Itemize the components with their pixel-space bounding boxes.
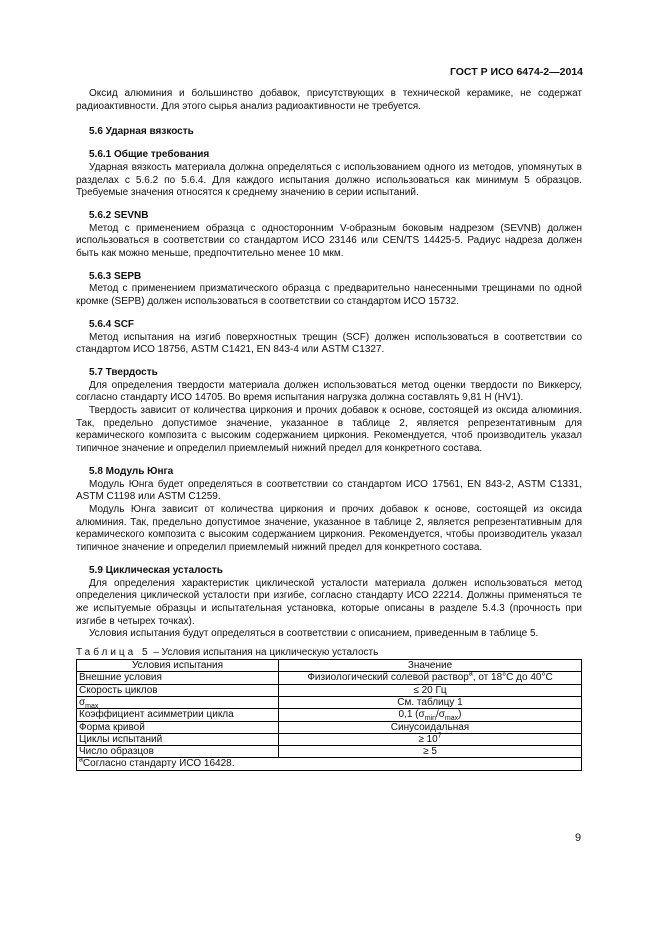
section-5-6-title: 5.6 Ударная вязкость bbox=[89, 126, 194, 138]
table-cell: 0,1 $(\sigma_{min}/\sigma_{max})$ bbox=[279, 709, 582, 721]
table-footnote-row bbox=[77, 758, 582, 770]
table-row bbox=[77, 672, 582, 684]
section-5-6-4-title: 5.6.4 SCF bbox=[89, 318, 135, 330]
table-row bbox=[77, 696, 582, 708]
table-footnote: $^a$Согласно стандарту ИСО 16428. bbox=[77, 758, 582, 770]
table-cell: Физиологический солевой раствор$^a$, от 18°С до 40°С bbox=[279, 672, 582, 684]
table-row bbox=[77, 709, 582, 721]
section-5-8-para-1: Модуль Юнга будет определяться в соответствии со стандартом ИСО 17561, EN 843-2, ASTM C1331, ASTM C1198 или ASTM C1259. bbox=[76, 478, 582, 503]
table-cell: Синусоидальная bbox=[279, 721, 582, 733]
section-5-9-title: 5.9 Циклическая усталость bbox=[89, 564, 223, 576]
table-cell: Скорость циклов bbox=[77, 684, 279, 696]
table-cell: ≤ 20 Гц bbox=[279, 684, 582, 696]
section-5-6-2-title: 5.6.2 SEVNB bbox=[89, 209, 149, 221]
section-5-6-3-title: 5.6.3 SEPB bbox=[89, 270, 142, 282]
section-5-8-para-2: Модуль Юнга зависит от количества циркония и прочих добавок к основе, состоящей из оксида алюминия. Так, предельно допустимое значение, указанное в таблице 2, является репрезентативным для керамического композита с высоким содержанием циркония. Рекомендуется, чтобы производитель указал типичное значение и определил приемлемый нижний предел для конкретного состава. bbox=[76, 503, 582, 554]
table-cell: Коэффициент асимметрии цикла bbox=[77, 709, 279, 721]
page-number: 9 bbox=[575, 832, 582, 844]
section-5-6-1-title: 5.6.1 Общие требования bbox=[89, 149, 210, 161]
table-row bbox=[77, 733, 582, 745]
table-5-caption bbox=[76, 647, 582, 659]
table-cell: $\sigma_{max}$ bbox=[77, 696, 279, 708]
table-5 bbox=[76, 659, 582, 771]
page-content bbox=[76, 88, 582, 771]
table-row bbox=[77, 684, 582, 696]
table-row bbox=[77, 746, 582, 758]
table-5-label: Таблица 5 bbox=[76, 647, 151, 659]
section-5-8-title: 5.8 Модуль Юнга bbox=[89, 465, 174, 477]
section-5-6-2-text: Метод с применением образца с односторонним V-образным боковым надрезом (SEVNB) должен использоваться в соответствии со стандартом ИСО 23146 или CEN/TS 14425-5. Радиус надреза должен быть как можно меньше, предпочтительно менее 10 мкм. bbox=[76, 222, 582, 260]
section-5-6-3-text: Метод с применением призматического образца с предварительно нанесенными трещинами по одной кромке (SEPB) должен использоваться в соответствии со стандартом ИСО 15732. bbox=[76, 283, 582, 308]
table-cell: См. таблицу 1 bbox=[279, 696, 582, 708]
table-cell: Число образцов bbox=[77, 746, 279, 758]
table-header-row bbox=[77, 660, 582, 672]
table-col-value: Значение bbox=[279, 660, 582, 672]
table-cell: ≥ 5 bbox=[279, 746, 582, 758]
table-col-conditions: Условия испытания bbox=[77, 660, 279, 672]
intro-paragraph: Оксид алюминия и большинство добавок, присутствующих в технической керамике, не содержат радиоактивности. Для этого сырья анализ радиоактивности не требуется. bbox=[76, 88, 582, 112]
table-cell: Циклы испытаний bbox=[77, 733, 279, 745]
section-5-9-para-1: Для определения характеристик циклической усталости материала должен использоваться метод определения циклической усталости при изгибе, согласно стандарту ИСО 22214. Должны применяться те же испытуемые образцы и испытательная установка, которые описаны в разделе 5.4.3 (прочность при изгибе в четырех точках). bbox=[76, 577, 582, 627]
section-5-7-title: 5.7 Твердость bbox=[89, 366, 158, 378]
table-row bbox=[77, 721, 582, 733]
table-cell: Форма кривой bbox=[77, 721, 279, 733]
table-cell: ≥ $10^7$ bbox=[279, 733, 582, 745]
section-5-7-para-1: Для определения твердости материала должен использоваться метод оценки твердости по Виккерсу, согласно стандарту ИСО 14705. Во время испытания нагрузка должна составлять 9,81 Н (HV1). bbox=[76, 379, 582, 404]
section-5-7-para-2: Твердость зависит от количества циркония и прочих добавок к основе, состоящей из оксида алюминия. Так, предельно допустимое значение, указанное в таблице 2, является репрезентативным для керамического композита с высоким содержанием циркония. Рекомендуется, чтоб производитель указал типичное значение и определил приемлемый нижний предел для конкретного состава. bbox=[76, 405, 582, 455]
section-5-6-4-text: Метод испытания на изгиб поверхностных трещин (SCF) должен использоваться в соответствии со стандартом ИСО 18756, ASTM C1421, EN 843-4 или ASTM C1327. bbox=[76, 331, 582, 356]
document-header: ГОСТ Р ИСО 6474-2—2014 bbox=[449, 66, 583, 78]
table-cell: Внешние условия bbox=[77, 672, 279, 684]
table-5-caption-text: – Условия испытания на циклическую усталость bbox=[150, 647, 379, 659]
section-5-6-1-text: Ударная вязкость материала должна определяться с использованием одного из методов, упомянутых в разделах с 5.6.2 по 5.6.4. Для каждого испытания должно использоваться как минимум 5 образцов. Требуемые значения относятся к среднему значению в серии испытаний. bbox=[76, 161, 582, 199]
section-5-9-para-2: Условия испытания будут определяться в соответствии с описанием, приведенным в таблице 5. bbox=[89, 628, 539, 640]
